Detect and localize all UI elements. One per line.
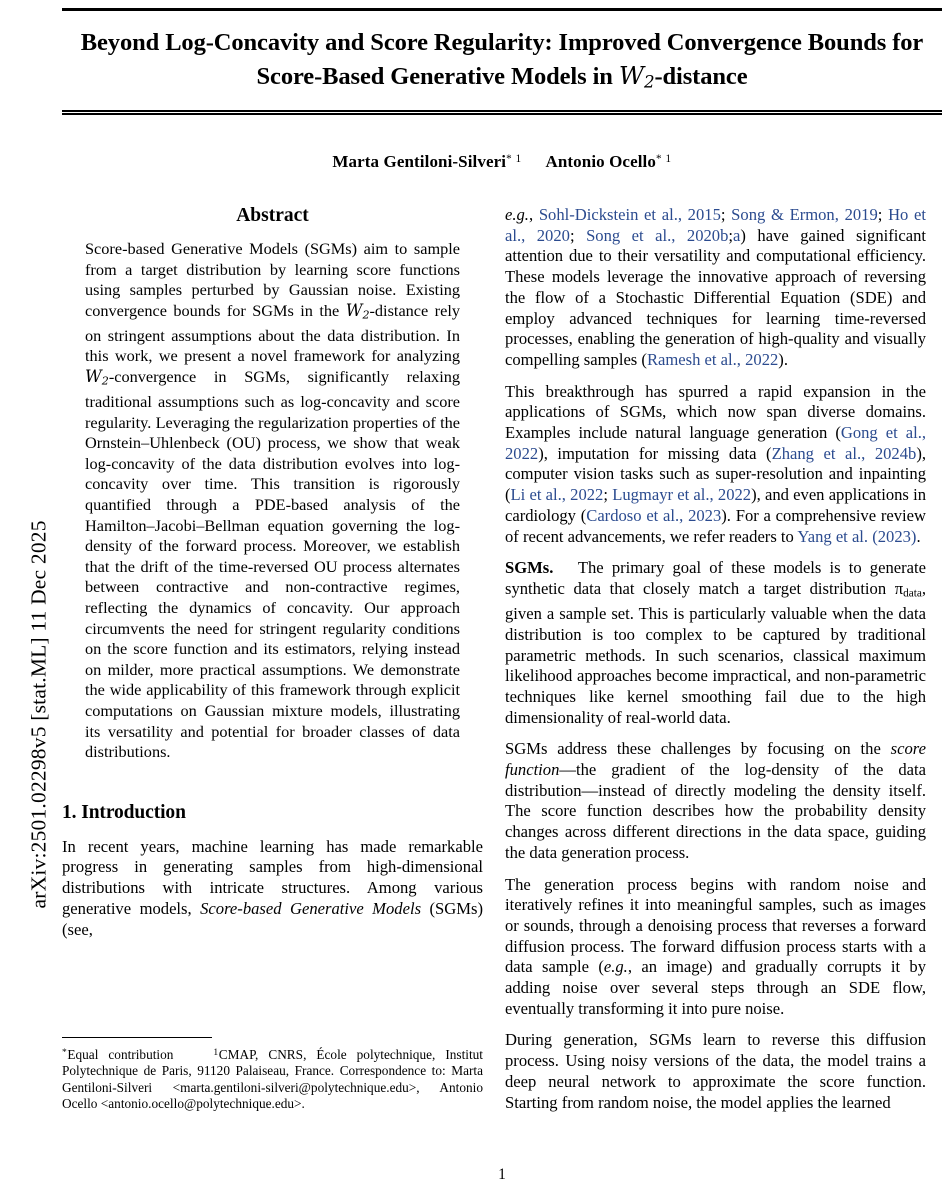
footnote-rule (62, 1037, 212, 1038)
author-list (62, 152, 942, 172)
paper-page (62, 0, 942, 1200)
citation-gong[interactable]: Gong et al., 2022 (505, 423, 927, 463)
abstract-math-w2-a: $W_2$ (345, 300, 370, 322)
footnote-block (62, 1037, 483, 1113)
author-1: Marta Gentiloni-Silveri$^{* 1}$ (332, 152, 522, 171)
abstract-paragraph: Score-based Generative Models (SGMs) aim to sample from a target distribution by learning score functions using samples perturbed by Gaussian noise. Existing convergence bounds for SGMs in the $W_2$-distance rely on stringent assumptions about the data distribution. In this work, we present a novel framework for analyzing $W_2$-convergence in SGMs, significantly relaxing traditional assumptions such as log-concavity and score regularity. Leveraging the regularization properties of the Ornstein–Uhlenbeck (OU) process, we show that weak log-concavity of the data distribution evolves into log-concavity over time. This transition is rigorously quantified through a PDE-based analysis of the Hamilton–Jacobi–Bellman equation governing the log-density of the forward process. Moreover, we establish that the drift of the time-reversed OU process alternates between contractive and non-contractive regimes, reflecting the dynamics of concavity. Our approach circumvents the need for stringent regularity conditions on the score function and its estimators, relying instead on milder, more practical assumptions. We demonstrate the wide applicability of this framework through explicit computations on Gaussian mixture models, illustrating its versatility and potential for broader classes of data distributions. (85, 239, 460, 762)
header-rule-double (62, 110, 942, 115)
eg-italic: e.g. (505, 205, 529, 224)
right-column (505, 205, 926, 1113)
citation-cardoso[interactable]: Cardoso et al., 2023 (586, 505, 722, 525)
citation-ho[interactable]: Ho et al., 2020 (505, 205, 927, 245)
citation-song-2020b[interactable]: Song et al., 2020b (586, 225, 729, 245)
paragraph-sgms: SGMs. The primary goal of these models is to generate synthetic data that closely match a target distribution $\pi_{data}$, given a sample set. This is particularly valuable when the data distribution is too complex to be captured by traditional parametric methods. In such scenarios, classical maximum likelihood approaches become impractical, and non-parametric techniques like kernel smoothing fail due to the high dimensionality of real-world data. (505, 558, 926, 727)
abstract-body (85, 239, 460, 763)
paragraph-citations-continuation: e.g., Sohl-Dickstein et al., 2015; Song & Ermon, 2019; Ho et al., 2020; Song et al., 2020b;a) have gained significant attention due to their versatility and computational efficiency. These models leverage the innovative approach of reversing the flow of a Stochastic Differential Equation (SDE) and employ advanced techniques for learning time-reversed processes, enabling the generation of high-quality and visually compelling samples (Ramesh et al., 2022). (505, 205, 927, 369)
abstract-heading: Abstract (236, 205, 309, 226)
intro-italic-term: Score-based Generative Models (200, 898, 422, 918)
math-pi-data: $\pi_{data}$ (894, 578, 922, 600)
title-line-2-pre: Score-Based Generative Models in (256, 63, 619, 90)
citation-song-2020a[interactable]: a (733, 225, 741, 245)
score-function-italic: score function (505, 739, 926, 780)
paragraph-generation-process: The generation process begins with random noise and iteratively refines it into meaningful samples, such as images or sounds, through a denoising process that reverses a forward diffusion process. The forward diffusion process starts with a data sample (e.g., an image) and gradually corrupts it by adding noise over several steps through an SDE flow, eventually transforming it into pure noise. (505, 874, 926, 1018)
citation-yang[interactable]: Yang et al. (2023) (797, 526, 917, 546)
paragraph-during-generation: During generation, SGMs learn to reverse this diffusion process. Using noisy versions of the data, the model trains a deep neural network to approximate the score function. Starting from random noise, the model applies the learned (505, 1030, 926, 1112)
citation-li[interactable]: Li et al., 2022 (510, 485, 604, 505)
title-line-2-post: -distance (654, 63, 748, 90)
title-block (62, 26, 942, 99)
footnote-one-mark: 1 (213, 1047, 219, 1058)
citation-lugmayr[interactable]: Lugmayr et al., 2022 (612, 485, 752, 505)
section-heading-introduction: 1. Introduction (62, 801, 186, 823)
left-column (62, 205, 483, 940)
citation-sohl-dickstein[interactable]: Sohl-Dickstein et al., 2015 (538, 205, 721, 224)
page-number: 1 (498, 1166, 506, 1183)
author-2-marks: * 1 (655, 153, 672, 166)
abstract-math-w2-b: $W_2$ (85, 367, 109, 388)
paragraph-lead-sgms: SGMs. (505, 558, 554, 578)
author-1-marks: * 1 (506, 153, 522, 166)
page-title (62, 26, 942, 99)
citation-ramesh[interactable]: Ramesh et al., 2022 (646, 349, 779, 369)
footnote-star-mark: * (62, 1047, 68, 1058)
arxiv-stamp: arXiv:2501.02298v5 [stat.ML] 11 Dec 2025 (26, 520, 51, 909)
title-line-1: Beyond Log-Concavity and Score Regularity: Improved Convergence Bounds for (80, 29, 924, 56)
paragraph-breakthrough: This breakthrough has spurred a rapid expansion in the applications of SGMs, which now span diverse domains. Examples include natural language generation (Gong et al., 2022), imputation for missing data (Zhang et al., 2024b), computer vision tasks such as super-resolution and inpainting (Li et al., 2022; Lugmayr et al., 2022), and even applications in cardiology (Cardoso et al., 2023). For a comprehensive review of recent advancements, we refer readers to Yang et al. (2023). (505, 381, 927, 546)
abstract-intro-gap (62, 763, 483, 801)
eg-italic-2: e.g. (603, 957, 628, 977)
author-2: Antonio Ocello$^{* 1}$ (545, 152, 672, 171)
introduction-paragraph-1: In recent years, machine learning has made remarkable progress in generating samples from high-dimensional distributions with intricate structures. Among various generative models, Score-based Generative Models (SGMs) (see, (62, 836, 483, 939)
header-rule-top (62, 8, 942, 11)
citation-zhang[interactable]: Zhang et al., 2024b (771, 443, 917, 463)
paragraph-score-function: SGMs address these challenges by focusing on the score function—the gradient of the log-density of the data distribution—instead of directly modeling the density itself. The score function describes how the probability density changes across different directions in the data space, guiding the data generation process. (505, 739, 926, 862)
title-math-w2: $W_2$ (618, 61, 655, 92)
citation-song-ermon[interactable]: Song & Ermon, 2019 (731, 205, 878, 224)
footnote-text: *Equal contribution $^1$CMAP, CNRS, École polytechnique, Institut Polytechnique de Paris, 91120 Palaiseau, France. Correspondence to: Marta Gentiloni-Silveri <marta.gentiloni-silveri@polytechnique.edu>, Antonio Ocello <antonio.ocello@polytechnique.edu>. (62, 1047, 483, 1112)
